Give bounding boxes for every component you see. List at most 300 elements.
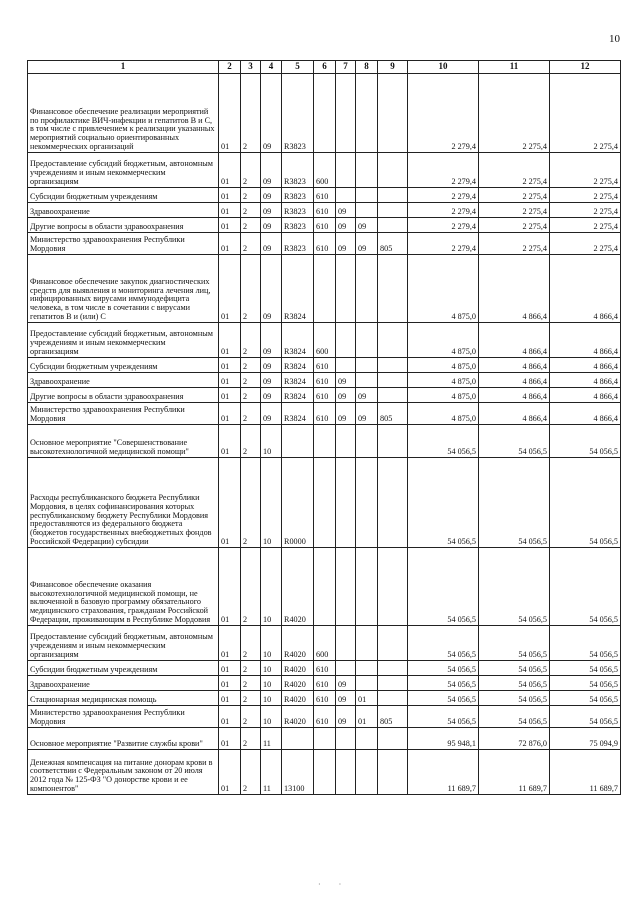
amount-cell: 4 875,0 (408, 255, 479, 323)
column-header-3: 3 (241, 61, 261, 74)
column-header-12: 12 (550, 61, 621, 74)
amount-cell: 54 056,5 (479, 425, 550, 458)
code-cell: 805 (378, 706, 408, 728)
amount-cell: 4 866,4 (550, 373, 621, 388)
code-cell (378, 548, 408, 626)
row-name-cell: Здравоохранение (28, 203, 219, 218)
amount-cell: 4 866,4 (479, 403, 550, 425)
code-cell (356, 458, 378, 548)
code-cell (356, 626, 378, 661)
amount-cell: 2 279,4 (408, 233, 479, 255)
table-row (28, 358, 621, 373)
amount-cell: 11 689,7 (479, 750, 550, 795)
code-cell: 09 (261, 188, 282, 203)
code-cell (356, 728, 378, 750)
amount-cell: 4 866,4 (550, 255, 621, 323)
amount-cell: 4 866,4 (479, 388, 550, 403)
table-row (28, 750, 621, 795)
code-cell: 10 (261, 626, 282, 661)
code-cell: 10 (261, 691, 282, 706)
code-cell: 2 (241, 323, 261, 358)
table-row (28, 728, 621, 750)
code-cell: 09 (261, 233, 282, 255)
code-cell: 01 (219, 706, 241, 728)
amount-cell: 4 875,0 (408, 403, 479, 425)
amount-cell: 54 056,5 (550, 458, 621, 548)
code-cell: 2 (241, 188, 261, 203)
code-cell (336, 425, 356, 458)
code-cell: 2 (241, 403, 261, 425)
amount-cell: 54 056,5 (550, 706, 621, 728)
table-row (28, 388, 621, 403)
code-cell: R3824 (282, 388, 314, 403)
code-cell: 01 (219, 153, 241, 188)
code-cell (336, 750, 356, 795)
amount-cell: 4 866,4 (479, 373, 550, 388)
code-cell: 01 (219, 388, 241, 403)
table-row (28, 425, 621, 458)
amount-cell: 2 275,4 (479, 233, 550, 255)
code-cell: 10 (261, 458, 282, 548)
code-cell (314, 548, 336, 626)
code-cell: R4020 (282, 661, 314, 676)
code-cell (378, 323, 408, 358)
code-cell (336, 255, 356, 323)
row-name-cell: Денежная компенсация на питание донорам крови в соответствии с Федеральным законом от 20 июля 2012 года № 125-ФЗ "О донорстве крови и ее компонентов" (28, 750, 219, 795)
code-cell: 09 (261, 203, 282, 218)
amount-cell: 4 866,4 (479, 255, 550, 323)
code-cell (336, 548, 356, 626)
code-cell: 2 (241, 728, 261, 750)
code-cell: 10 (261, 548, 282, 626)
column-header-1: 1 (28, 61, 219, 74)
code-cell (356, 203, 378, 218)
row-name-cell: Министерство здравоохранения Республики Мордовия (28, 403, 219, 425)
amount-cell: 2 275,4 (479, 153, 550, 188)
table-row (28, 153, 621, 188)
table-row (28, 676, 621, 691)
table-row (28, 74, 621, 153)
code-cell: 610 (314, 661, 336, 676)
code-cell: 10 (261, 706, 282, 728)
code-cell: 2 (241, 750, 261, 795)
code-cell: 09 (336, 388, 356, 403)
code-cell: 01 (219, 373, 241, 388)
amount-cell: 54 056,5 (408, 458, 479, 548)
code-cell: R4020 (282, 548, 314, 626)
row-name-cell: Субсидии бюджетным учреждениям (28, 661, 219, 676)
code-cell (378, 388, 408, 403)
table-row (28, 233, 621, 255)
row-name-cell: Предоставление субсидий бюджетным, автономным учреждениям и иным некоммерческим организациям (28, 626, 219, 661)
code-cell (356, 153, 378, 188)
code-cell: 2 (241, 358, 261, 373)
column-header-6: 6 (314, 61, 336, 74)
code-cell: 2 (241, 661, 261, 676)
code-cell (336, 74, 356, 153)
row-name-cell: Министерство здравоохранения Республики Мордовия (28, 706, 219, 728)
code-cell (378, 255, 408, 323)
amount-cell: 95 948,1 (408, 728, 479, 750)
code-cell: R3824 (282, 323, 314, 358)
amount-cell: 2 275,4 (550, 203, 621, 218)
code-cell: 01 (219, 188, 241, 203)
code-cell (336, 153, 356, 188)
code-cell: R0000 (282, 458, 314, 548)
row-name-cell: Здравоохранение (28, 373, 219, 388)
amount-cell: 4 866,4 (550, 323, 621, 358)
code-cell (378, 188, 408, 203)
code-cell: 610 (314, 188, 336, 203)
code-cell: 09 (336, 373, 356, 388)
row-name-cell: Министерство здравоохранения Республики Мордовия (28, 233, 219, 255)
code-cell: 2 (241, 388, 261, 403)
code-cell: 09 (261, 74, 282, 153)
code-cell (378, 203, 408, 218)
amount-cell: 4 875,0 (408, 388, 479, 403)
code-cell: 2 (241, 218, 261, 233)
code-cell (378, 458, 408, 548)
code-cell: 610 (314, 358, 336, 373)
amount-cell: 2 275,4 (479, 218, 550, 233)
code-cell: 11 (261, 750, 282, 795)
table-row (28, 323, 621, 358)
code-cell (378, 661, 408, 676)
code-cell (356, 661, 378, 676)
table-row (28, 188, 621, 203)
code-cell (356, 323, 378, 358)
row-name-cell: Финансовое обеспечение закупок диагностических средств для выявления и мониторинга лечения лиц, инфицированных вирусами иммунодефицита человека, в том числе в сочетании с вирусами гепатитов В и (или) С (28, 255, 219, 323)
code-cell (378, 358, 408, 373)
column-header-2: 2 (219, 61, 241, 74)
row-name-cell: Предоставление субсидий бюджетным, автономным учреждениям и иным некоммерческим организациям (28, 323, 219, 358)
code-cell: 2 (241, 458, 261, 548)
code-cell (336, 661, 356, 676)
amount-cell: 54 056,5 (408, 548, 479, 626)
code-cell: 09 (261, 358, 282, 373)
code-cell: 600 (314, 323, 336, 358)
amount-cell: 4 875,0 (408, 373, 479, 388)
code-cell (378, 373, 408, 388)
code-cell (378, 676, 408, 691)
code-cell (336, 728, 356, 750)
code-cell (314, 74, 336, 153)
amount-cell: 2 275,4 (550, 74, 621, 153)
code-cell: 01 (219, 218, 241, 233)
code-cell (378, 218, 408, 233)
amount-cell: 54 056,5 (408, 676, 479, 691)
amount-cell: 54 056,5 (479, 661, 550, 676)
code-cell: R3823 (282, 203, 314, 218)
table-row (28, 255, 621, 323)
code-cell (356, 548, 378, 626)
code-cell (378, 750, 408, 795)
code-cell: 01 (356, 691, 378, 706)
column-header-11: 11 (479, 61, 550, 74)
amount-cell: 54 056,5 (408, 425, 479, 458)
code-cell: 01 (219, 403, 241, 425)
table-row (28, 691, 621, 706)
code-cell: 610 (314, 691, 336, 706)
amount-cell: 4 875,0 (408, 323, 479, 358)
code-cell: 09 (336, 218, 356, 233)
code-cell: R3823 (282, 188, 314, 203)
amount-cell: 2 275,4 (479, 74, 550, 153)
code-cell: 09 (261, 388, 282, 403)
table-header-row (28, 61, 621, 74)
code-cell (314, 728, 336, 750)
row-name-cell: Основное мероприятие "Развитие службы крови" (28, 728, 219, 750)
amount-cell: 11 689,7 (408, 750, 479, 795)
code-cell: 2 (241, 548, 261, 626)
code-cell (378, 691, 408, 706)
code-cell: 09 (356, 233, 378, 255)
table-row (28, 548, 621, 626)
code-cell: 610 (314, 706, 336, 728)
code-cell: R3824 (282, 255, 314, 323)
code-cell (356, 255, 378, 323)
budget-table (27, 60, 621, 795)
code-cell (282, 728, 314, 750)
amount-cell: 54 056,5 (550, 676, 621, 691)
amount-cell: 54 056,5 (479, 676, 550, 691)
table-row (28, 203, 621, 218)
amount-cell: 2 279,4 (408, 153, 479, 188)
amount-cell: 2 275,4 (479, 188, 550, 203)
code-cell: 01 (219, 750, 241, 795)
amount-cell: 75 094,9 (550, 728, 621, 750)
amount-cell: 11 689,7 (550, 750, 621, 795)
code-cell: R3824 (282, 403, 314, 425)
code-cell: R3824 (282, 358, 314, 373)
amount-cell: 54 056,5 (550, 661, 621, 676)
row-name-cell: Субсидии бюджетным учреждениям (28, 358, 219, 373)
code-cell: R4020 (282, 626, 314, 661)
code-cell (356, 425, 378, 458)
row-name-cell: Другие вопросы в области здравоохранения (28, 388, 219, 403)
code-cell (356, 188, 378, 203)
code-cell: 09 (336, 676, 356, 691)
code-cell: 09 (261, 218, 282, 233)
code-cell: 610 (314, 403, 336, 425)
code-cell: 2 (241, 626, 261, 661)
amount-cell: 54 056,5 (550, 626, 621, 661)
code-cell: 600 (314, 626, 336, 661)
code-cell: 2 (241, 373, 261, 388)
row-name-cell: Финансовое обеспечение реализации мероприятий по профилактике ВИЧ-инфекции и гепатитов В и С, в том числе с привлечением к реализации указанных мероприятий социально ориентированных некоммерческих организаций (28, 74, 219, 153)
code-cell: 2 (241, 203, 261, 218)
table-row (28, 626, 621, 661)
code-cell (356, 74, 378, 153)
code-cell: R4020 (282, 676, 314, 691)
amount-cell: 54 056,5 (479, 458, 550, 548)
code-cell: 2 (241, 153, 261, 188)
code-cell (336, 188, 356, 203)
row-name-cell: Основное мероприятие "Совершенствование высокотехнологичной медицинской помощи" (28, 425, 219, 458)
code-cell: 01 (356, 706, 378, 728)
code-cell: R3823 (282, 153, 314, 188)
code-cell: 01 (219, 203, 241, 218)
code-cell: 11 (261, 728, 282, 750)
amount-cell: 4 866,4 (479, 323, 550, 358)
code-cell: 01 (219, 548, 241, 626)
code-cell: 610 (314, 373, 336, 388)
code-cell: 01 (219, 255, 241, 323)
page-number: 10 (609, 33, 620, 45)
code-cell (336, 323, 356, 358)
code-cell: 09 (261, 403, 282, 425)
code-cell: 09 (261, 255, 282, 323)
code-cell (356, 358, 378, 373)
code-cell: R4020 (282, 691, 314, 706)
amount-cell: 54 056,5 (408, 706, 479, 728)
amount-cell: 54 056,5 (550, 691, 621, 706)
code-cell (314, 425, 336, 458)
code-cell: 01 (219, 661, 241, 676)
amount-cell: 2 275,4 (479, 203, 550, 218)
table-row (28, 706, 621, 728)
amount-cell: 54 056,5 (408, 626, 479, 661)
code-cell: 01 (219, 233, 241, 255)
code-cell: 2 (241, 691, 261, 706)
table-row (28, 661, 621, 676)
code-cell: R3823 (282, 218, 314, 233)
amount-cell: 54 056,5 (479, 548, 550, 626)
column-header-7: 7 (336, 61, 356, 74)
amount-cell: 54 056,5 (479, 706, 550, 728)
code-cell (378, 74, 408, 153)
code-cell: 2 (241, 425, 261, 458)
code-cell (314, 255, 336, 323)
code-cell: 01 (219, 74, 241, 153)
code-cell: 01 (219, 323, 241, 358)
code-cell: R3824 (282, 373, 314, 388)
code-cell (282, 425, 314, 458)
row-name-cell: Предоставление субсидий бюджетным, автономным учреждениям и иным некоммерческим организациям (28, 153, 219, 188)
row-name-cell: Расходы республиканского бюджета Республики Мордовия, в целях софинансирования которых республиканскому бюджету Республики Мордовия предоставляются из федерального бюджета (бюджетов государственных внебюджетных фондов Российской Федерации) субсидии (28, 458, 219, 548)
column-header-8: 8 (356, 61, 378, 74)
code-cell (378, 626, 408, 661)
amount-cell: 4 866,4 (550, 388, 621, 403)
row-name-cell: Финансовое обеспечение оказания высокотехнологичной медицинской помощи, не включенной в базовую программу обязательного медицинского страхования, гражданам Российской Федерации, проживающим в Республике Мордовия (28, 548, 219, 626)
code-cell (356, 750, 378, 795)
code-cell: 09 (261, 323, 282, 358)
code-cell: 2 (241, 255, 261, 323)
code-cell: 01 (219, 676, 241, 691)
code-cell: 610 (314, 388, 336, 403)
code-cell: 09 (356, 218, 378, 233)
amount-cell: 54 056,5 (479, 626, 550, 661)
table-row (28, 403, 621, 425)
code-cell (378, 728, 408, 750)
code-cell (378, 153, 408, 188)
code-cell: 610 (314, 676, 336, 691)
amount-cell: 54 056,5 (550, 425, 621, 458)
code-cell: 09 (336, 403, 356, 425)
code-cell: 805 (378, 233, 408, 255)
amount-cell: 4 866,4 (479, 358, 550, 373)
code-cell: 10 (261, 425, 282, 458)
scan-artifact: · · (318, 880, 342, 889)
amount-cell: 4 866,4 (550, 403, 621, 425)
code-cell: 805 (378, 403, 408, 425)
amount-cell: 2 279,4 (408, 188, 479, 203)
amount-cell: 4 866,4 (550, 358, 621, 373)
column-header-5: 5 (282, 61, 314, 74)
code-cell: 2 (241, 74, 261, 153)
column-header-9: 9 (378, 61, 408, 74)
table-row (28, 218, 621, 233)
code-cell: 01 (219, 358, 241, 373)
row-name-cell: Другие вопросы в области здравоохранения (28, 218, 219, 233)
code-cell (336, 458, 356, 548)
code-cell (314, 750, 336, 795)
code-cell (378, 425, 408, 458)
code-cell: 09 (261, 373, 282, 388)
code-cell: 01 (219, 458, 241, 548)
code-cell: 09 (336, 691, 356, 706)
column-header-10: 10 (408, 61, 479, 74)
amount-cell: 54 056,5 (408, 661, 479, 676)
code-cell: 610 (314, 203, 336, 218)
code-cell: R4020 (282, 706, 314, 728)
code-cell (336, 358, 356, 373)
amount-cell: 2 279,4 (408, 74, 479, 153)
code-cell: R3823 (282, 233, 314, 255)
code-cell: 01 (219, 728, 241, 750)
code-cell: 2 (241, 233, 261, 255)
amount-cell: 2 275,4 (550, 218, 621, 233)
row-name-cell: Стационарная медицинская помощь (28, 691, 219, 706)
amount-cell: 2 275,4 (550, 153, 621, 188)
code-cell: 13100 (282, 750, 314, 795)
code-cell (356, 676, 378, 691)
code-cell: 01 (219, 626, 241, 661)
code-cell (356, 373, 378, 388)
row-name-cell: Субсидии бюджетным учреждениям (28, 188, 219, 203)
code-cell: 01 (219, 691, 241, 706)
amount-cell: 2 275,4 (550, 233, 621, 255)
code-cell: 09 (336, 233, 356, 255)
code-cell (314, 458, 336, 548)
code-cell: 10 (261, 676, 282, 691)
code-cell: R3823 (282, 74, 314, 153)
amount-cell: 72 876,0 (479, 728, 550, 750)
code-cell: 10 (261, 661, 282, 676)
code-cell: 09 (356, 388, 378, 403)
amount-cell: 2 279,4 (408, 203, 479, 218)
code-cell: 09 (356, 403, 378, 425)
code-cell: 01 (219, 425, 241, 458)
code-cell: 610 (314, 218, 336, 233)
amount-cell: 2 275,4 (550, 188, 621, 203)
code-cell: 610 (314, 233, 336, 255)
table-row (28, 373, 621, 388)
code-cell: 09 (336, 706, 356, 728)
amount-cell: 4 875,0 (408, 358, 479, 373)
table-row (28, 458, 621, 548)
code-cell: 600 (314, 153, 336, 188)
code-cell: 09 (336, 203, 356, 218)
column-header-4: 4 (261, 61, 282, 74)
code-cell: 2 (241, 706, 261, 728)
amount-cell: 54 056,5 (408, 691, 479, 706)
code-cell: 2 (241, 676, 261, 691)
row-name-cell: Здравоохранение (28, 676, 219, 691)
amount-cell: 54 056,5 (479, 691, 550, 706)
amount-cell: 54 056,5 (550, 548, 621, 626)
amount-cell: 2 279,4 (408, 218, 479, 233)
